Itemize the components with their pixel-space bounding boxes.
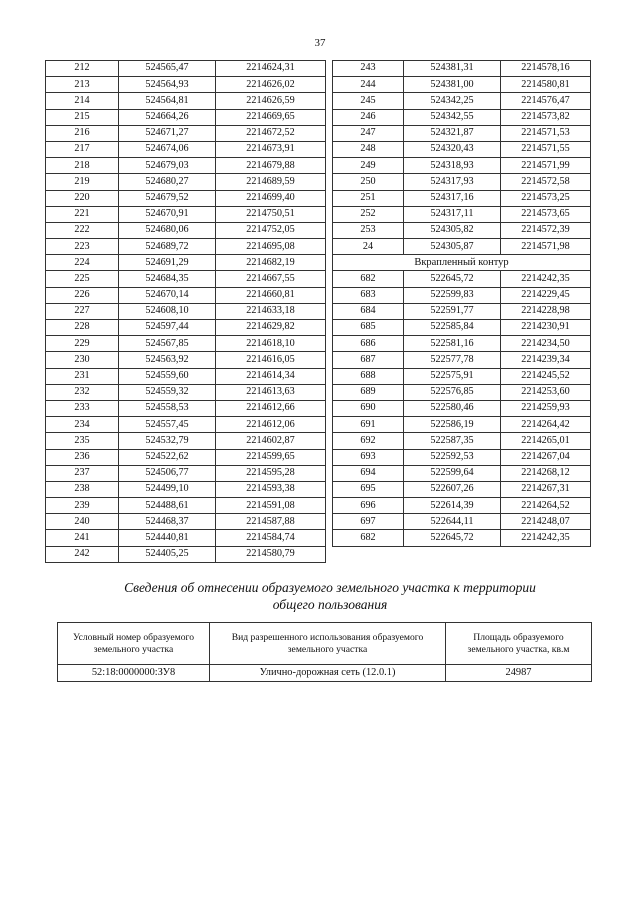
coord-y: 2214591,08: [216, 498, 326, 514]
coord-x: 524468,37: [119, 514, 216, 530]
coord-x: 524318,93: [404, 158, 501, 174]
table-row: [46, 271, 326, 287]
coord-y: 2214633,18: [216, 303, 326, 319]
point-number: 697: [333, 514, 404, 530]
table-row: [46, 449, 326, 465]
table-row: [46, 239, 326, 255]
info-data-row: [58, 665, 592, 682]
coord-y: 2214660,81: [216, 287, 326, 303]
table-row: [46, 546, 326, 562]
point-number: 695: [333, 481, 404, 497]
table-row: [46, 465, 326, 481]
table-row: [46, 417, 326, 433]
page-number: 37: [314, 37, 326, 49]
table-row: [333, 287, 591, 303]
coord-x: 524342,25: [404, 93, 501, 109]
table-row: [46, 77, 326, 93]
coord-x: 522607,26: [404, 481, 501, 497]
table-row: [46, 400, 326, 416]
point-number: 218: [46, 158, 119, 174]
point-number: 243: [333, 61, 404, 77]
table-row: [46, 336, 326, 352]
table-row: [46, 206, 326, 222]
point-number: 692: [333, 433, 404, 449]
table-row: [46, 481, 326, 497]
point-number: 244: [333, 77, 404, 93]
coord-y: 2214573,82: [501, 109, 591, 125]
table-row: [46, 514, 326, 530]
point-number: 213: [46, 77, 119, 93]
point-number: 225: [46, 271, 119, 287]
point-number: 212: [46, 61, 119, 77]
table-row: [333, 222, 591, 238]
point-number: 222: [46, 222, 119, 238]
coordinates-table-right: [332, 60, 591, 547]
table-row: [333, 303, 591, 319]
coord-y: 2214752,05: [216, 222, 326, 238]
coord-y: 2214612,06: [216, 417, 326, 433]
coord-x: 522575,91: [404, 368, 501, 384]
coord-x: 524499,10: [119, 481, 216, 497]
coord-x: 524689,72: [119, 239, 216, 255]
coord-x: 524405,25: [119, 546, 216, 562]
table-row: [333, 61, 591, 77]
header-plot-number: Условный номер образуемого земельного участка: [58, 623, 210, 665]
coord-y: 2214571,55: [501, 141, 591, 157]
table-row: [333, 498, 591, 514]
coord-x: 524440,81: [119, 530, 216, 546]
table-row: [46, 320, 326, 336]
coord-x: 522644,11: [404, 514, 501, 530]
land-plot-info-table: [57, 622, 592, 682]
section-title: [60, 579, 600, 613]
coord-y: 2214587,88: [216, 514, 326, 530]
point-number: 240: [46, 514, 119, 530]
coord-y: 2214669,65: [216, 109, 326, 125]
coord-y: 2214750,51: [216, 206, 326, 222]
point-number: 224: [46, 255, 119, 271]
table-row: [46, 352, 326, 368]
coord-x: 524680,06: [119, 222, 216, 238]
point-number: 227: [46, 303, 119, 319]
table-row: [46, 174, 326, 190]
table-row: [46, 384, 326, 400]
point-number: 246: [333, 109, 404, 125]
point-number: 685: [333, 320, 404, 336]
point-number: 230: [46, 352, 119, 368]
coord-y: 2214239,34: [501, 352, 591, 368]
coord-x: 524506,77: [119, 465, 216, 481]
coord-x: 524559,32: [119, 384, 216, 400]
coord-x: 524532,79: [119, 433, 216, 449]
point-number: 688: [333, 368, 404, 384]
table-row: [46, 190, 326, 206]
point-number: 686: [333, 336, 404, 352]
point-number: 237: [46, 465, 119, 481]
table-row: [46, 222, 326, 238]
coord-x: 524565,47: [119, 61, 216, 77]
point-number: 215: [46, 109, 119, 125]
coord-x: 522581,16: [404, 336, 501, 352]
table-row: [333, 190, 591, 206]
table-row: [333, 465, 591, 481]
coord-y: 2214572,39: [501, 222, 591, 238]
coord-y: 2214264,42: [501, 417, 591, 433]
coord-y: 2214580,81: [501, 77, 591, 93]
point-number: 682: [333, 271, 404, 287]
point-number: 684: [333, 303, 404, 319]
coord-y: 2214578,16: [501, 61, 591, 77]
coord-x: 524342,55: [404, 109, 501, 125]
coord-y: 2214629,82: [216, 320, 326, 336]
point-number: 690: [333, 400, 404, 416]
point-number: 245: [333, 93, 404, 109]
coord-x: 524522,62: [119, 449, 216, 465]
table-row: [333, 514, 591, 530]
coord-y: 2214616,05: [216, 352, 326, 368]
coord-x: 524670,14: [119, 287, 216, 303]
point-number: 687: [333, 352, 404, 368]
point-number: 226: [46, 287, 119, 303]
section-title-line-2: общего пользования: [272, 597, 388, 612]
coord-y: 2214267,04: [501, 449, 591, 465]
coord-x: 522591,77: [404, 303, 501, 319]
coord-y: 2214571,53: [501, 125, 591, 141]
table-row: [46, 141, 326, 157]
table-row: [333, 158, 591, 174]
coord-y: 2214584,74: [216, 530, 326, 546]
coord-y: 2214245,52: [501, 368, 591, 384]
table-row: [46, 287, 326, 303]
coord-y: 2214626,02: [216, 77, 326, 93]
coord-y: 2214614,34: [216, 368, 326, 384]
coord-y: 2214667,55: [216, 271, 326, 287]
coord-x: 524664,26: [119, 109, 216, 125]
point-number: 694: [333, 465, 404, 481]
coord-x: 524317,11: [404, 206, 501, 222]
coord-y: 2214573,65: [501, 206, 591, 222]
table-row: [333, 530, 591, 546]
point-number: 235: [46, 433, 119, 449]
point-number: 220: [46, 190, 119, 206]
coord-x: 522587,35: [404, 433, 501, 449]
table-row: [333, 271, 591, 287]
table-row: [333, 433, 591, 449]
table-row: [333, 368, 591, 384]
point-number: 242: [46, 546, 119, 562]
section-title-line-1: Сведения об отнесении образуемого земельного участка к территории: [124, 580, 536, 595]
point-number: 696: [333, 498, 404, 514]
coord-x: 524317,16: [404, 190, 501, 206]
coord-y: 2214626,59: [216, 93, 326, 109]
point-number: 682: [333, 530, 404, 546]
coord-y: 2214253,60: [501, 384, 591, 400]
coord-y: 2214248,07: [501, 514, 591, 530]
coord-y: 2214580,79: [216, 546, 326, 562]
coord-y: 2214679,88: [216, 158, 326, 174]
coord-x: 524564,93: [119, 77, 216, 93]
coord-x: 524305,87: [404, 239, 501, 255]
coord-x: 524679,03: [119, 158, 216, 174]
coord-y: 2214571,99: [501, 158, 591, 174]
point-number: 250: [333, 174, 404, 190]
coord-x: 522585,84: [404, 320, 501, 336]
point-number: 248: [333, 141, 404, 157]
coord-y: 2214613,63: [216, 384, 326, 400]
table-row: [46, 530, 326, 546]
coord-x: 524381,00: [404, 77, 501, 93]
coord-y: 2214242,35: [501, 271, 591, 287]
point-number: 253: [333, 222, 404, 238]
table-row: [333, 481, 591, 497]
table-row: [333, 93, 591, 109]
table-row: [333, 206, 591, 222]
coord-y: 2214618,10: [216, 336, 326, 352]
coord-x: 522645,72: [404, 530, 501, 546]
table-row: [333, 384, 591, 400]
table-row: [46, 93, 326, 109]
point-number: 241: [46, 530, 119, 546]
coord-x: 524381,31: [404, 61, 501, 77]
coord-y: 2214242,35: [501, 530, 591, 546]
table-row: [46, 158, 326, 174]
plot-number: 52:18:0000000:ЗУ8: [58, 665, 210, 682]
point-number: 252: [333, 206, 404, 222]
point-number: 691: [333, 417, 404, 433]
coord-y: 2214695,08: [216, 239, 326, 255]
info-header-row: [58, 623, 592, 665]
coord-y: 2214624,31: [216, 61, 326, 77]
coord-x: 524564,81: [119, 93, 216, 109]
coord-y: 2214573,25: [501, 190, 591, 206]
coord-y: 2214682,19: [216, 255, 326, 271]
plot-area: 24987: [446, 665, 592, 682]
coord-y: 2214599,65: [216, 449, 326, 465]
coord-x: 524691,29: [119, 255, 216, 271]
table-row: [333, 352, 591, 368]
table-row: [333, 400, 591, 416]
coord-x: 524567,85: [119, 336, 216, 352]
point-number: 229: [46, 336, 119, 352]
coord-y: 2214673,91: [216, 141, 326, 157]
table-row: [333, 449, 591, 465]
table-row: [46, 368, 326, 384]
coord-y: 2214593,38: [216, 481, 326, 497]
coord-x: 522614,39: [404, 498, 501, 514]
coord-y: 2214228,98: [501, 303, 591, 319]
point-number: 249: [333, 158, 404, 174]
coord-x: 524559,60: [119, 368, 216, 384]
header-permitted-use: Вид разрешенного использования образуемого земельного участка: [210, 623, 446, 665]
point-number: 683: [333, 287, 404, 303]
coord-x: 524608,10: [119, 303, 216, 319]
table-row: [333, 336, 591, 352]
coord-x: 524320,43: [404, 141, 501, 157]
coord-x: 522577,78: [404, 352, 501, 368]
point-number: 234: [46, 417, 119, 433]
coord-x: 524671,27: [119, 125, 216, 141]
point-number: 251: [333, 190, 404, 206]
coord-x: 522592,53: [404, 449, 501, 465]
coord-y: 2214602,87: [216, 433, 326, 449]
table-row: [333, 77, 591, 93]
coord-x: 524557,45: [119, 417, 216, 433]
coord-x: 524488,61: [119, 498, 216, 514]
coord-y: 2214265,01: [501, 433, 591, 449]
table-row: [333, 320, 591, 336]
table-row: [46, 303, 326, 319]
point-number: 233: [46, 400, 119, 416]
point-number: 232: [46, 384, 119, 400]
coord-x: 524563,92: [119, 352, 216, 368]
point-number: 247: [333, 125, 404, 141]
table-row: [333, 417, 591, 433]
point-number: 693: [333, 449, 404, 465]
coord-y: 2214572,58: [501, 174, 591, 190]
coord-x: 524680,27: [119, 174, 216, 190]
coord-x: 522586,19: [404, 417, 501, 433]
coord-y: 2214229,45: [501, 287, 591, 303]
coord-y: 2214267,31: [501, 481, 591, 497]
coordinates-table-left: [45, 60, 326, 563]
table-row: [333, 125, 591, 141]
point-number: 221: [46, 206, 119, 222]
embedded-contour-label: Вкрапленный контур: [333, 255, 591, 271]
point-number: 216: [46, 125, 119, 141]
coord-y: 2214230,91: [501, 320, 591, 336]
coord-x: 522580,46: [404, 400, 501, 416]
permitted-use: Улично-дорожная сеть (12.0.1): [210, 665, 446, 682]
coord-x: 522576,85: [404, 384, 501, 400]
coord-y: 2214689,59: [216, 174, 326, 190]
coord-x: 524670,91: [119, 206, 216, 222]
coord-y: 2214699,40: [216, 190, 326, 206]
coord-x: 522599,83: [404, 287, 501, 303]
point-number: 689: [333, 384, 404, 400]
coord-x: 522645,72: [404, 271, 501, 287]
table-row: [46, 125, 326, 141]
coord-y: 2214268,12: [501, 465, 591, 481]
coord-x: 524558,53: [119, 400, 216, 416]
table-row: [46, 498, 326, 514]
coord-y: 2214595,28: [216, 465, 326, 481]
table-row: [46, 61, 326, 77]
point-number: 214: [46, 93, 119, 109]
point-number: 24: [333, 239, 404, 255]
point-number: 239: [46, 498, 119, 514]
point-number: 223: [46, 239, 119, 255]
coord-y: 2214234,50: [501, 336, 591, 352]
coord-y: 2214672,52: [216, 125, 326, 141]
coord-x: 524321,87: [404, 125, 501, 141]
point-number: 238: [46, 481, 119, 497]
table-row: [46, 433, 326, 449]
coord-x: 522599,64: [404, 465, 501, 481]
embedded-contour-row: [333, 255, 591, 271]
coord-x: 524317,93: [404, 174, 501, 190]
coord-x: 524597,44: [119, 320, 216, 336]
coord-y: 2214612,66: [216, 400, 326, 416]
table-row: [333, 141, 591, 157]
table-row: [333, 239, 591, 255]
coord-y: 2214264,52: [501, 498, 591, 514]
table-row: [333, 174, 591, 190]
coord-x: 524674,06: [119, 141, 216, 157]
point-number: 219: [46, 174, 119, 190]
point-number: 231: [46, 368, 119, 384]
point-number: 217: [46, 141, 119, 157]
coord-x: 524679,52: [119, 190, 216, 206]
header-area: Площадь образуемого земельного участка, кв.м: [446, 623, 592, 665]
point-number: 228: [46, 320, 119, 336]
coord-y: 2214571,98: [501, 239, 591, 255]
coord-x: 524305,82: [404, 222, 501, 238]
table-row: [333, 109, 591, 125]
table-row: [46, 255, 326, 271]
table-row: [46, 109, 326, 125]
point-number: 236: [46, 449, 119, 465]
coord-y: 2214576,47: [501, 93, 591, 109]
coord-y: 2214259,93: [501, 400, 591, 416]
coord-x: 524684,35: [119, 271, 216, 287]
